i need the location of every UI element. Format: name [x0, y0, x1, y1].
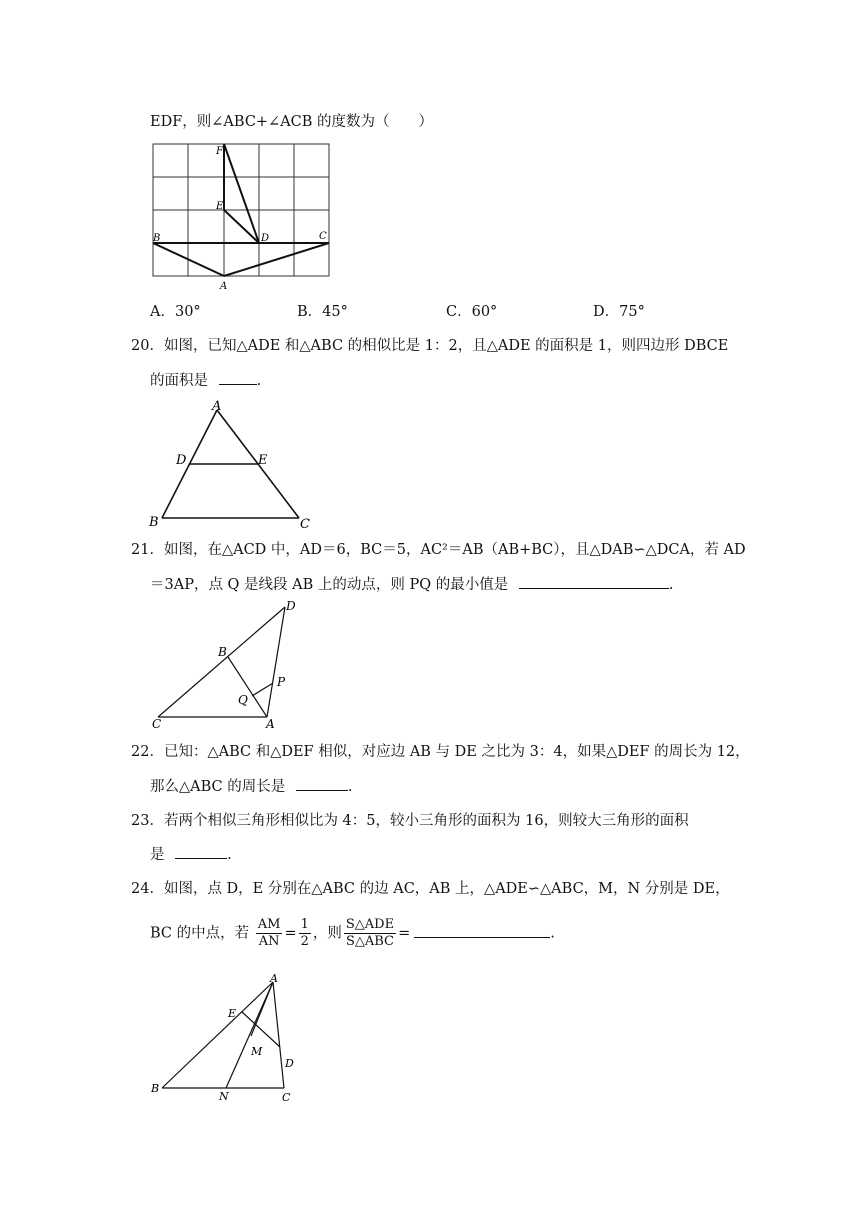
label-E: E [258, 453, 268, 468]
label-C: C [319, 231, 327, 242]
label-A: A [220, 281, 228, 292]
q22-line2 [150, 776, 352, 797]
q21-period: . [668, 577, 674, 593]
q20-line1: 20．如图，已知△ADE 和△ABC 的相似比是 1：2，且△ADE 的面积是 1，则四边形 DBCE [131, 338, 729, 354]
fraction-numerator: S△ADE [345, 917, 395, 932]
fraction-am-an [256, 917, 283, 950]
q23-line2-text: 是 [150, 847, 165, 863]
q22-line2-text: 那么△ABC 的周长是 [150, 779, 286, 795]
q23-answer-blank[interactable] [175, 844, 227, 859]
q19-grid-figure [145, 140, 345, 292]
label-B: B [218, 645, 227, 659]
q24-answer-blank[interactable] [414, 923, 550, 938]
label-N: N [219, 1090, 229, 1103]
q23-period: . [227, 847, 232, 863]
fraction-denominator: AN [258, 934, 280, 949]
label-B: B [149, 515, 159, 530]
label-Q: Q [238, 693, 248, 707]
label-F: F [216, 146, 223, 157]
q19-stem-tail: EDF，则∠ABC+∠ACB 的度数为（ ） [150, 114, 434, 130]
q21-line1: 21．如图，在△ACD 中，AD＝6，BC＝5，AC²＝AB（AB+BC），且△DAB∽△DCA，若 AD [131, 542, 746, 558]
label-E: E [216, 201, 224, 212]
q24-line2 [150, 917, 555, 950]
q22-answer-blank[interactable] [296, 776, 348, 791]
q24-line1: 24．如图，点 D，E 分别在△ABC 的边 AC，AB 上，△ADE∽△ABC，M，N 分别是 DE， [131, 881, 730, 897]
q20-period: . [256, 373, 262, 389]
equals-sign: = [398, 925, 411, 942]
label-D: D [286, 600, 296, 613]
q21-answer-blank[interactable] [519, 574, 669, 589]
q20-line2 [150, 370, 261, 391]
q20-answer-blank[interactable] [219, 370, 257, 385]
q19-option-c: C．60° [446, 304, 498, 320]
q24-triangle-figure [146, 972, 306, 1106]
fraction-denominator: 2 [300, 934, 309, 949]
q19-option-a: A．30° [150, 304, 201, 320]
q22-line1: 22．已知：△ABC 和△DEF 相似，对应边 AB 与 DE 之比为 3：4，如果△DEF 的周长为 12， [131, 744, 750, 760]
label-E: E [228, 1007, 237, 1020]
equals-sign: = [284, 925, 297, 942]
q19-option-d: D．75° [593, 304, 645, 320]
fraction-denominator: S△ABC [345, 934, 395, 949]
label-B: B [153, 233, 161, 244]
label-C: C [282, 1091, 291, 1104]
q24-period: . [550, 925, 555, 942]
q22-period: . [347, 779, 353, 795]
label-M: M [251, 1045, 263, 1058]
q21-line2 [150, 574, 673, 595]
label-A: A [212, 399, 222, 414]
q19-option-b: B．45° [297, 304, 348, 320]
label-D: D [261, 233, 270, 244]
label-D: D [285, 1057, 294, 1070]
label-P: P [277, 675, 286, 689]
label-A: A [270, 972, 278, 985]
q21-triangle-figure [146, 600, 306, 732]
q20-line2-text: 的面积是 [150, 373, 208, 389]
q24-line2-text: BC 的中点，若 [150, 925, 250, 942]
fraction-one-half [299, 917, 311, 950]
label-C: C [152, 717, 162, 731]
label-C: C [300, 517, 310, 532]
q21-line2-text: ＝3AP，点 Q 是线段 AB 上的动点，则 PQ 的最小值是 [150, 577, 509, 593]
fraction-numerator: AM [257, 917, 281, 932]
q20-triangle-figure [144, 396, 324, 534]
q23-line1: 23．若两个相似三角形相似比为 4：5，较小三角形的面积为 16，则较大三角形的面积 [131, 813, 689, 829]
label-B: B [151, 1082, 160, 1095]
fraction-area-ratio [344, 917, 396, 950]
q23-line2 [150, 844, 232, 865]
label-D: D [176, 453, 187, 468]
label-A: A [266, 717, 275, 731]
then-text: ，则 [312, 925, 342, 942]
fraction-numerator: 1 [300, 917, 309, 932]
